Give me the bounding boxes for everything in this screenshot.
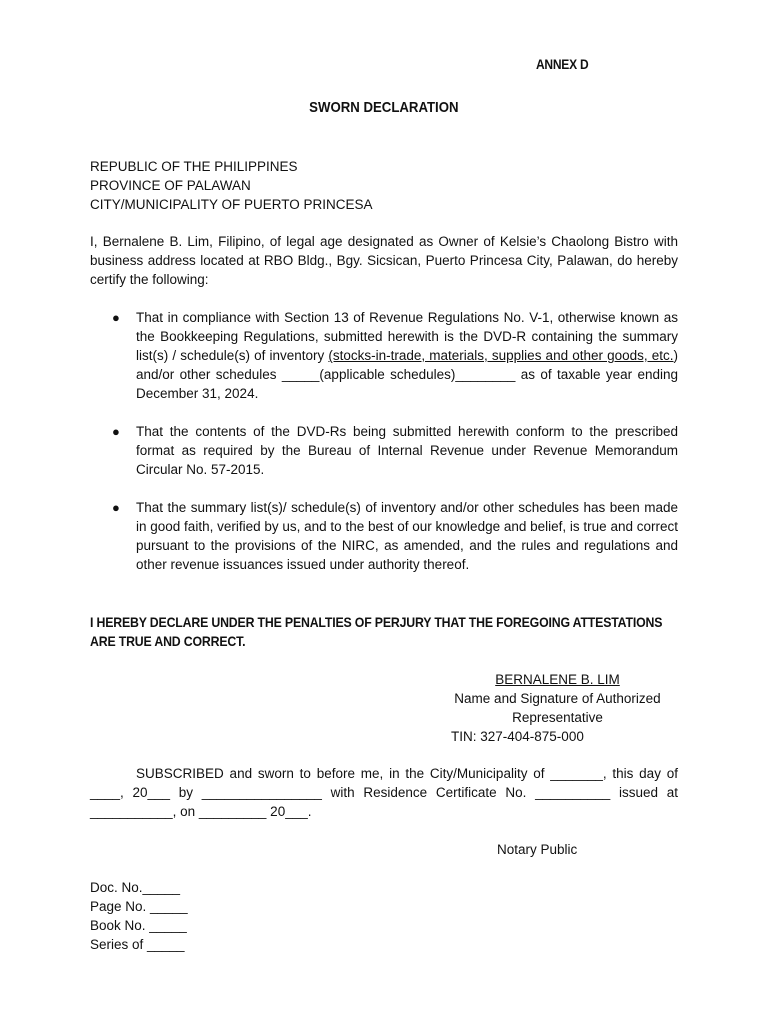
attestation-1-text-end: as of taxable year ending December 31, 2024. [136,367,679,401]
document-title-text: SWORN DECLARATION [309,99,459,116]
book-no: Book No. _____ [90,918,187,933]
attestation-list [90,308,678,593]
attestation-1-text-cont: ) and/or other schedules [136,348,678,382]
jurat-text: SUBSCRIBED and sworn to before me, in the City/Municipality of _______, this day of ____, 20___ by ________________ with Residence Certificate No. __________ issued at ___________, on _________ 20___. [90,766,678,819]
attestation-item-2 [90,422,678,479]
jurat-paragraph [90,764,678,821]
header-republic: REPUBLIC OF THE PHILIPPINES [90,159,298,174]
signature-caption-line2: Representative [512,710,603,725]
bullet-icon: ● [112,424,120,439]
annex-label: ANNEX D [536,56,589,72]
attestation-3-text: That the summary list(s)/ schedule(s) of inventory and/or other schedules has been made in good faith, verified by us, and to the best of our knowledge and belief, is true and correct pursuant to the provisions of the NIRC, as amended, and the rules and regulations and other revenue issuances issued under authority thereof. [136,500,678,572]
perjury-declaration [90,613,680,651]
perjury-declaration-text: I HEREBY DECLARE UNDER THE PENALTIES OF PERJURY THAT THE FOREGOING ATTESTATIONS ARE TRUE AND CORRECT. [90,614,663,649]
attestation-item-1 [90,308,678,403]
bullet-icon: ● [112,310,120,325]
tin-number: TIN: 327-404-875-000 [451,729,584,744]
attestation-1-inventory-types: (stocks-in-trade, materials, supplies and other goods, etc. [328,348,674,363]
attestation-item-3 [90,498,678,574]
notary-public-label: Notary Public [497,842,578,857]
header-province: PROVINCE OF PALAWAN [90,178,251,193]
signature-caption-line1: Name and Signature of Authorized [454,691,661,706]
attestation-1-schedules: _____(applicable schedules)________ [281,367,516,382]
series-of: Series of _____ [90,937,185,952]
signatory-name: BERNALENE B. LIM [495,672,620,687]
doc-no: Doc. No._____ [90,880,181,895]
notarial-register-block [90,878,188,954]
attestation-2-text: That the contents of the DVD-Rs being submitted herewith conform to the prescribed format as required by the Bureau of Internal Revenue under Revenue Memorandum Circular No. 57-2015. [136,424,678,477]
header-city: CITY/MUNICIPALITY OF PUERTO PRINCESA [90,197,373,212]
bullet-icon: ● [112,500,120,515]
jurisdiction-header [90,157,680,214]
attestation-1-text: That in compliance with Section 13 of Revenue Regulations No. V-1, otherwise known as the Bookkeeping Regulations, submitted herewith is the DVD-R containing the summary list(s) / schedule(s) of inventory [136,310,678,363]
intro-paragraph: I, Bernalene B. Lim, Filipino, of legal age designated as Owner of Kelsie’s Chaolong Bistro with business address located at RBO Bldg., Bgy. Sicsican, Puerto Princesa City, Palawan, do hereby certify the following: [90,234,678,287]
document-title [0,98,768,117]
page-no: Page No. _____ [90,899,188,914]
signature-block [445,670,670,727]
